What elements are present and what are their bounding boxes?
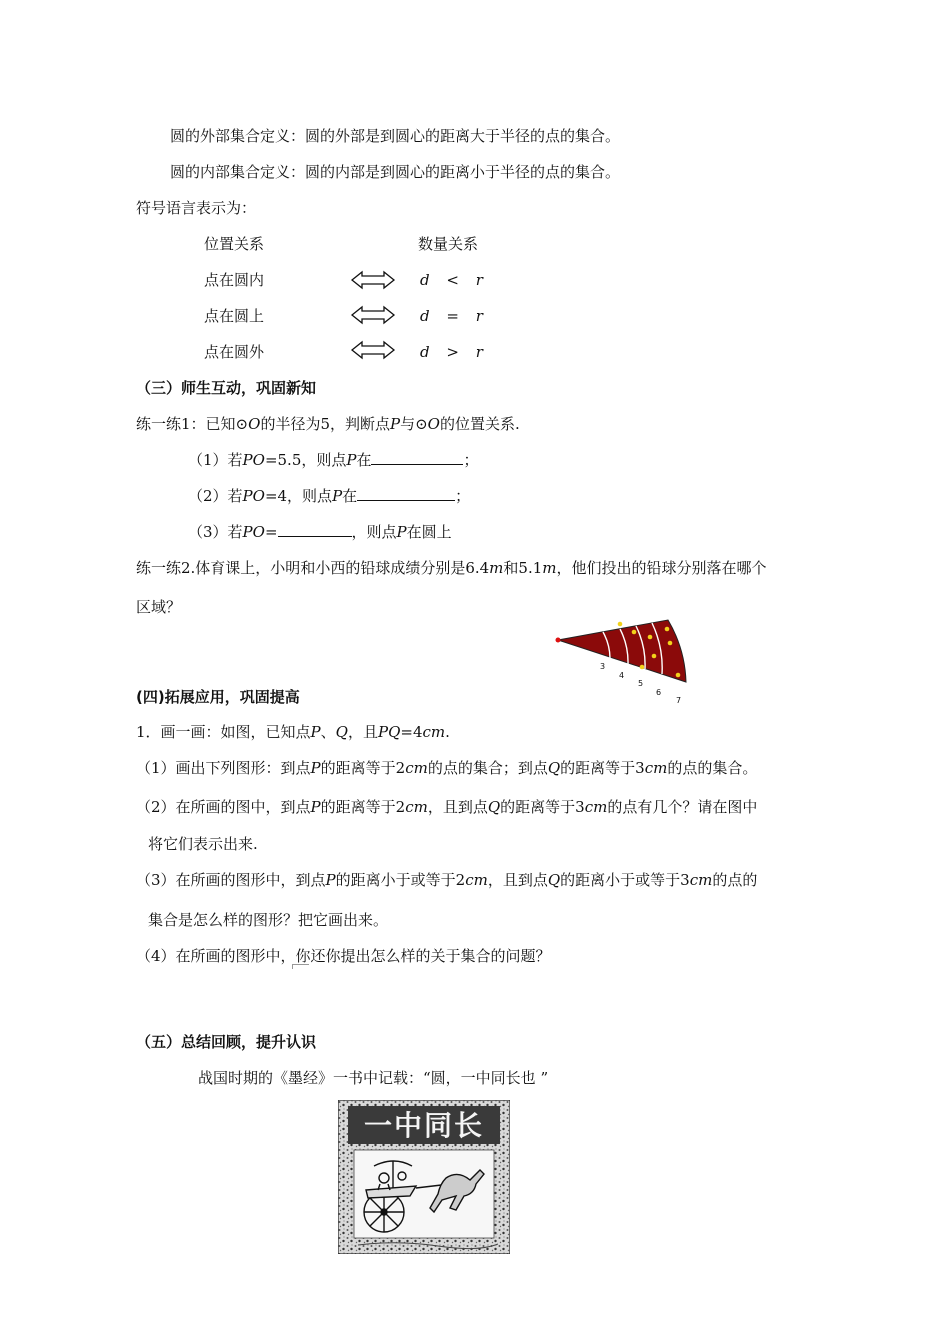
position-outside: 点在圆外 (204, 343, 265, 361)
landing-dot (640, 665, 645, 670)
section5-heading: （五）总结回顾，提升认识 (136, 1033, 317, 1051)
rubbing-title: 一中同长 (363, 1109, 485, 1142)
landing-dot (668, 641, 673, 646)
double-arrow-icon (350, 270, 396, 290)
symbol-intro: 符号语言表示为： (136, 199, 257, 217)
stone-rubbing-image (338, 1100, 510, 1254)
landing-dot (665, 627, 670, 632)
distance-label: 3 (600, 662, 606, 671)
landing-dot (632, 630, 637, 635)
mojing-quote: 战国时期的《墨经》一书中记载：“圆，一中同长也 ” (198, 1069, 549, 1087)
origin-point (556, 638, 561, 643)
relation-outside: d > r (420, 343, 489, 361)
quantity-header: 数量关系 (418, 235, 479, 253)
distance-label: 5 (638, 679, 644, 688)
relation-inside: d < r (420, 271, 489, 289)
position-header: 位置关系 (204, 235, 265, 253)
subtask2: （2）在所画的图中，到点P的距离等于2cm，且到点Q的距离等于3cm的点有几个？请在图中 (136, 798, 758, 816)
exercise1: 练一练1：已知⊙O的半径为5，判断点P与⊙O的位置关系. (136, 415, 520, 433)
subtask3-cont: 集合是怎么样的图形？把它画出来。 (148, 911, 389, 929)
drawing-task: 1．画一画：如图，已知点P、Q，且PQ=4cm. (136, 723, 450, 741)
subtask3: （3）在所画的图形中，到点P的距离小于或等于2cm，且到点Q的距离小于或等于3cm的点的 (136, 871, 758, 889)
exercise2: 练一练2.体育课上，小明和小西的铅球成绩分别是6.4m和5.1m，他们投出的铅球分别落在哪个 (136, 559, 767, 577)
question2: （2）若PO=4，则点P在 ； (188, 487, 471, 505)
question3: （3）若PO= ，则点P在圆上 (188, 523, 452, 541)
relation-on: d = r (420, 307, 489, 325)
subtask1: （1）画出下列图形：到点P的距离等于2cm的点的集合；到点Q的距离等于3cm的点的集合。 (136, 759, 758, 777)
distance-label: 6 (656, 688, 662, 697)
cursor-mark (292, 964, 309, 969)
outer-definition: 圆的外部集合定义：圆的外部是到圆心的距离大于半径的点的集合。 (170, 127, 621, 145)
answer-blank-1[interactable] (371, 450, 463, 465)
landing-dot (618, 622, 623, 627)
section3-heading: （三）师生互动，巩固新知 (136, 379, 317, 397)
position-on: 点在圆上 (204, 307, 265, 325)
subtask2-cont: 将它们表示出来. (148, 835, 258, 853)
position-inside: 点在圆内 (204, 271, 265, 289)
subtask4: （4）在所画的图形中，你还你提出怎么样的关于集合的问题？ (136, 947, 551, 965)
double-arrow-icon (350, 340, 396, 360)
distance-label: 4 (619, 671, 625, 680)
question1: （1）若PO=5.5，则点P在 ； (188, 451, 479, 469)
landing-dot (652, 654, 657, 659)
inner-definition: 圆的内部集合定义：圆的内部是到圆心的距离小于半径的点的集合。 (170, 163, 621, 181)
landing-dot (676, 673, 681, 678)
exercise2-cont: 区域？ (136, 598, 182, 616)
distance-label: 7 (676, 696, 682, 705)
double-arrow-icon (350, 305, 396, 325)
answer-blank-3[interactable] (278, 522, 352, 537)
shot-put-sector-figure (548, 612, 698, 706)
section4-heading: (四)拓展应用，巩固提高 (136, 688, 300, 706)
landing-dot (648, 635, 653, 640)
answer-blank-2[interactable] (357, 486, 455, 501)
